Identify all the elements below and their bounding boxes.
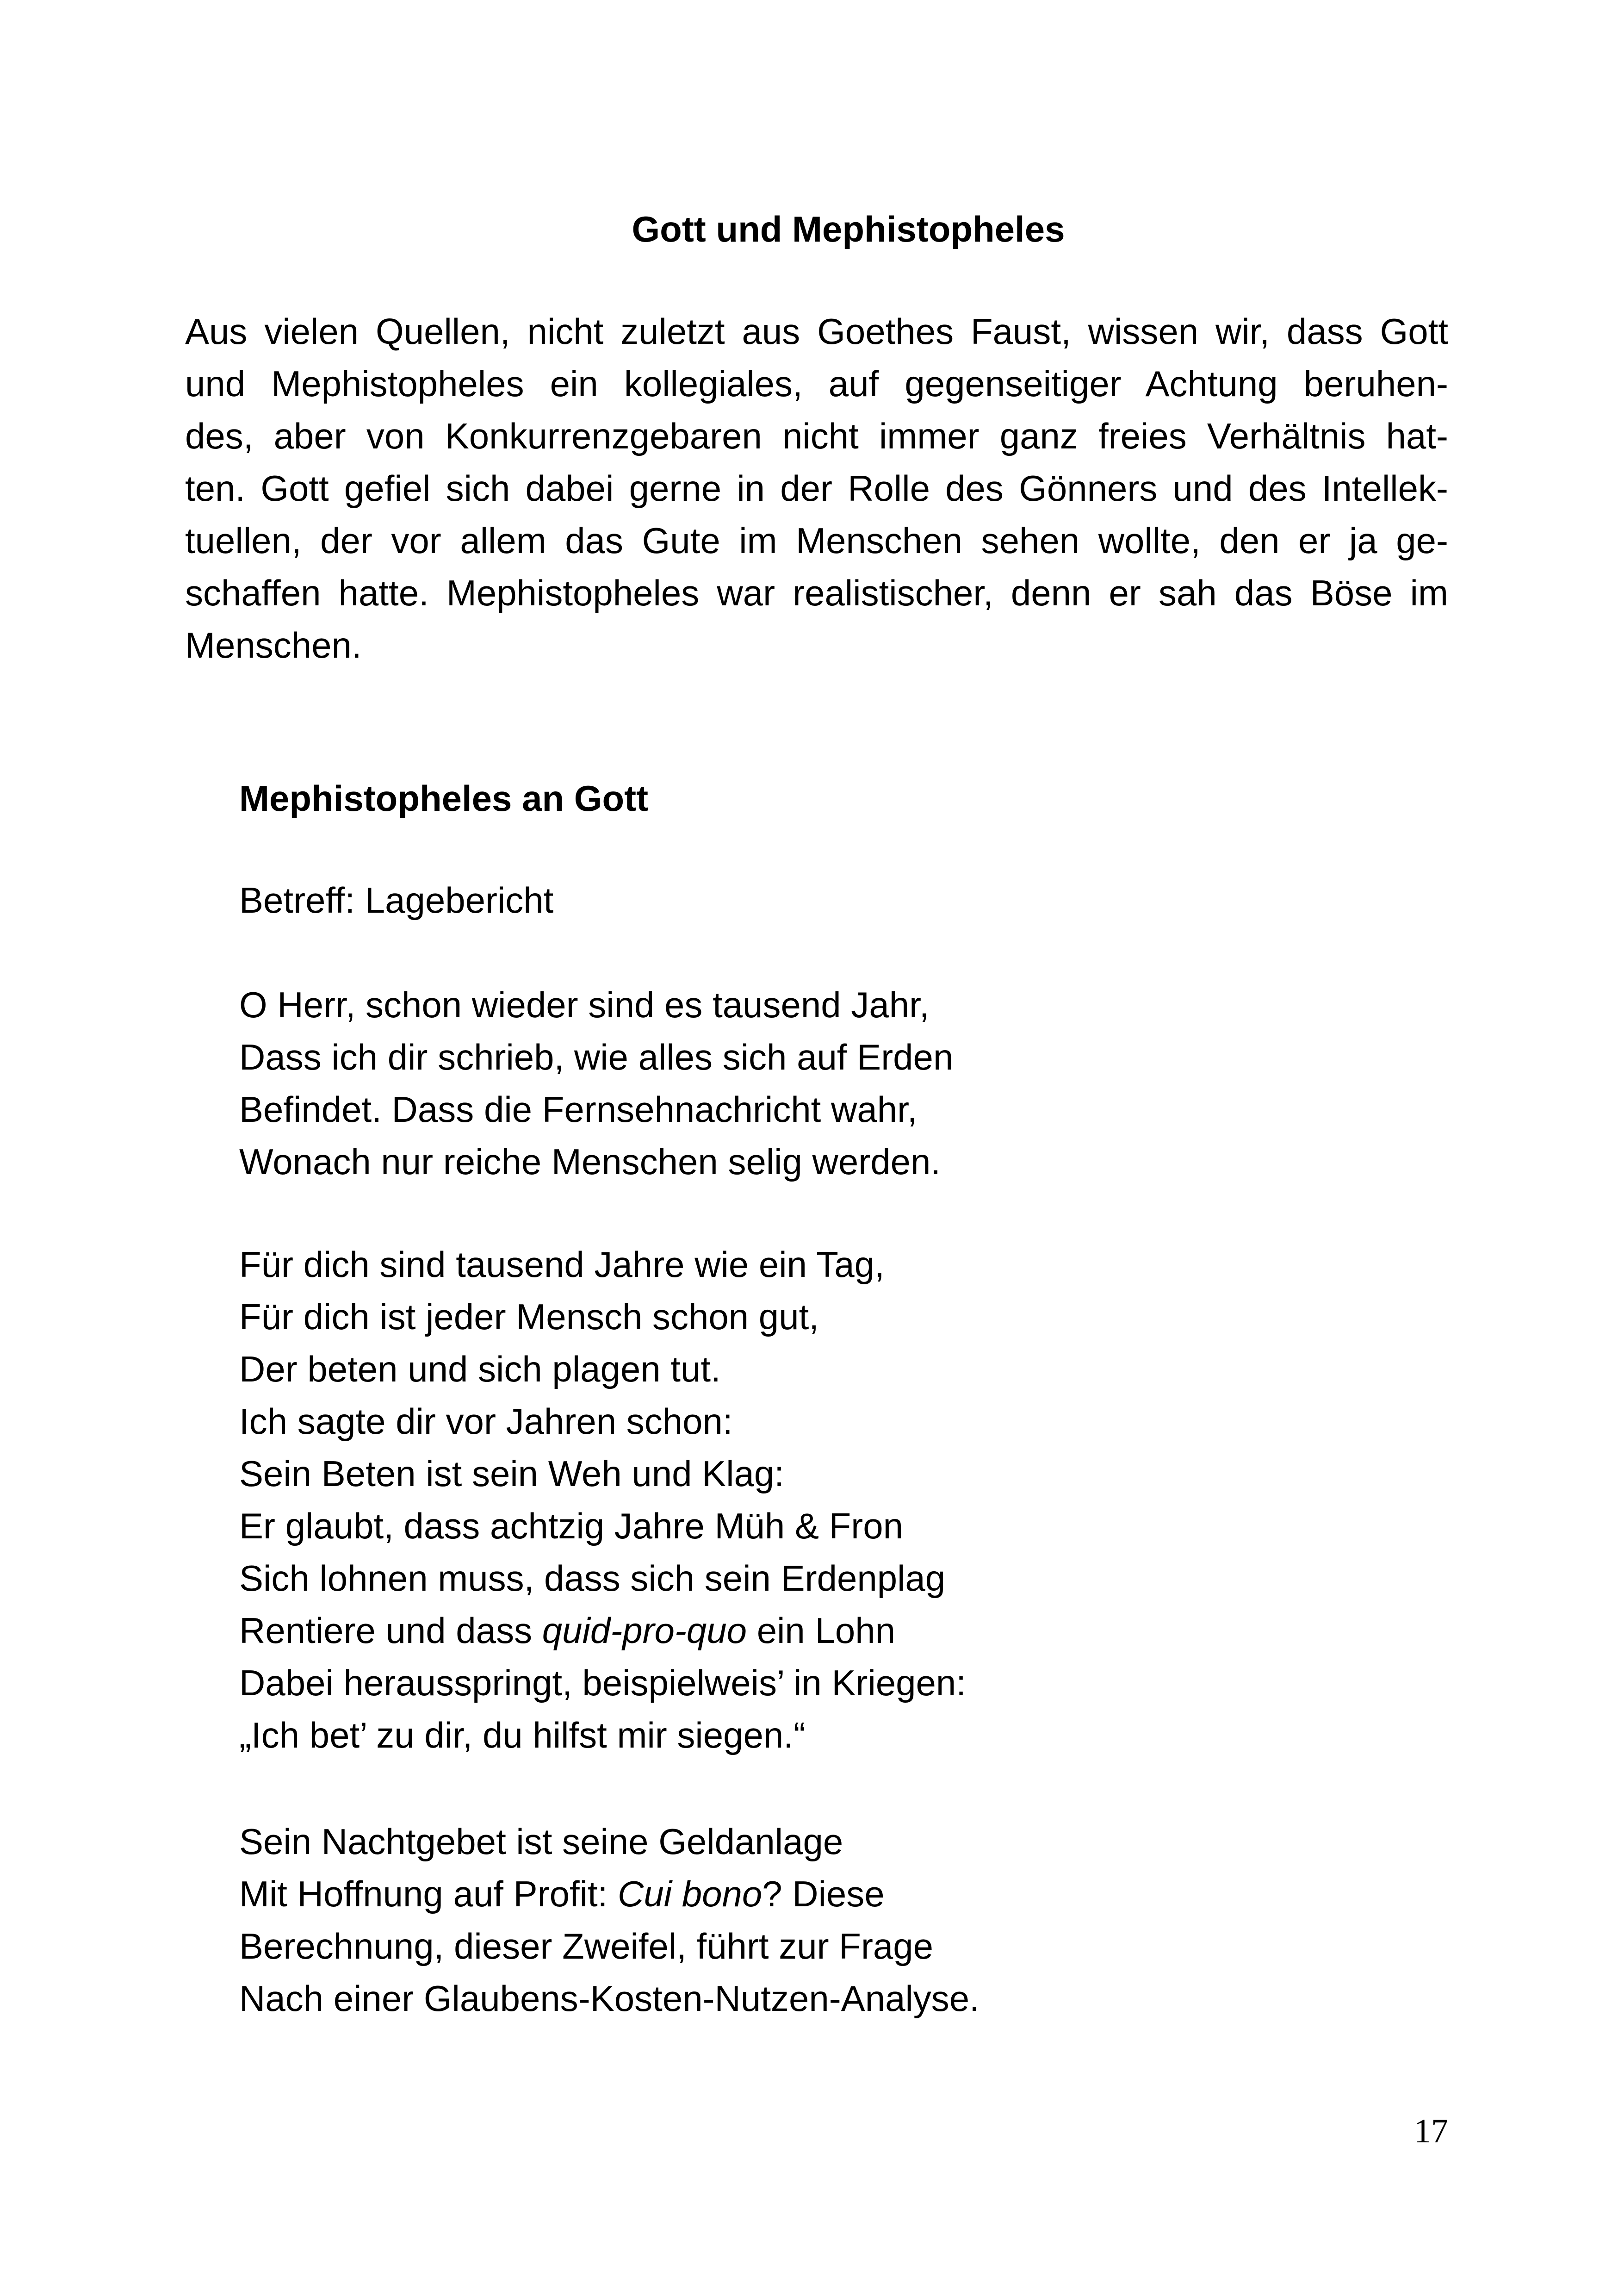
verse-line: Wonach nur reiche Menschen selig werden. [239,1141,941,1182]
verse-line [239,1868,1442,1920]
poem-stanza-1 [239,979,1442,1188]
verse-line: Berechnung, dieser Zweifel, führt zur Frage [239,1926,934,1966]
verse-line: Für dich ist jeder Mensch schon gut, [239,1296,819,1337]
verse-line: Sich lohnen muss, dass sich sein Erdenplag [239,1558,946,1599]
intro-line: tuellen, der vor allem das Gute im Menschen sehen wollte, den er ja ge- [185,520,1448,561]
intro-line: Aus vielen Quellen, nicht zuletzt aus Goethes Faust, wissen wir, dass Gott [185,311,1448,352]
intro-line: des, aber von Konkurrenzgebaren nicht immer ganz freies Verhältnis hat- [185,416,1448,456]
page-number: 17 [1414,2112,1448,2150]
verse-line: Dass ich dir schrieb, wie alles sich auf Erden [239,1037,954,1077]
verse-line: Nach einer Glaubens-Kosten-Nutzen-Analyse. [239,1978,979,2019]
verse-line: Der beten und sich plagen tut. [239,1349,721,1389]
verse-text: Rentiere und dass [239,1610,542,1651]
verse-text: ein Lohn [747,1610,895,1651]
verse-line: Befindet. Dass die Fernsehnachricht wahr, [239,1089,917,1130]
intro-line: schaffen hatte. Mephistopheles war realistischer, denn er sah das Böse im [185,572,1448,613]
intro-line: Menschen. [185,625,362,666]
verse-line: Er glaubt, dass achtzig Jahre Müh & Fron [239,1506,904,1546]
verse-italic-phrase: quid-pro-quo [542,1610,747,1651]
intro-line: und Mephistopheles ein kollegiales, auf gegenseitiger Achtung beruhen- [185,363,1448,404]
verse-line: Ich sagte dir vor Jahren schon: [239,1401,733,1442]
intro-paragraph [185,305,1448,672]
poem-stanza-2 [239,1238,1442,1761]
verse-line: „Ich bet’ zu dir, du hilfst mir siegen.“ [239,1715,806,1755]
poem-stanza-3 [239,1816,1442,2025]
verse-text: Mit Hoffnung auf Profit: [239,1873,618,1914]
letter-heading: Mephistopheles an Gott [239,778,649,819]
verse-line: Sein Nachtgebet ist seine Geldanlage [239,1821,843,1862]
verse-italic-phrase: Cui bono [617,1873,763,1914]
page-title: Gott und Mephistopheles [632,209,1065,249]
verse-line: Für dich sind tausend Jahre wie ein Tag, [239,1244,885,1285]
verse-text: ? Diese [762,1873,885,1914]
verse-line: O Herr, schon wieder sind es tausend Jahr, [239,984,930,1025]
verse-line [239,1605,1442,1657]
intro-line: ten. Gott gefiel sich dabei gerne in der Rolle des Gönners und des Intellek- [185,468,1448,509]
verse-line: Dabei herausspringt, beispielweis’ in Kriegen: [239,1662,966,1703]
letter-subject: Betreff: Lagebericht [239,880,554,921]
verse-line: Sein Beten ist sein Weh und Klag: [239,1453,784,1494]
